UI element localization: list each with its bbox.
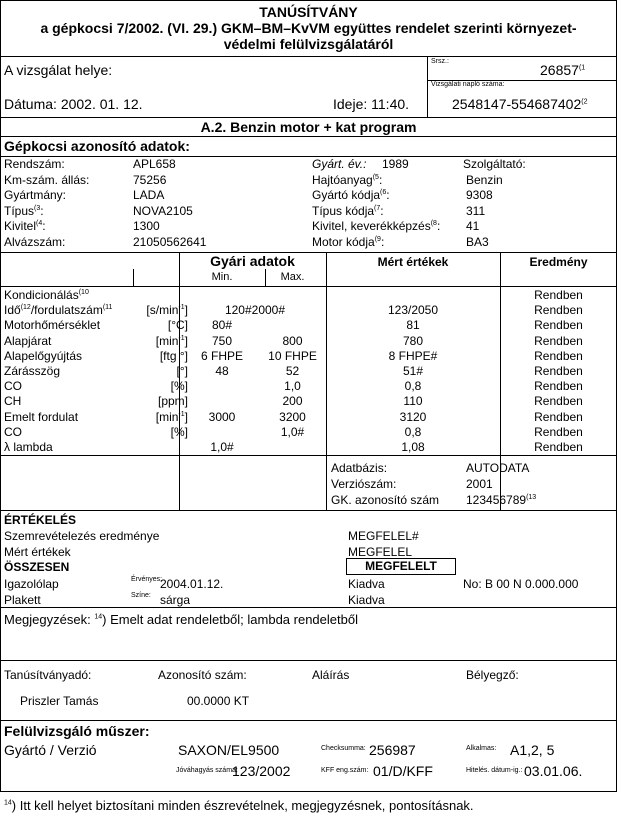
result-value: Rendben — [534, 409, 583, 424]
measurement-label: Alapelőgyújtás — [4, 348, 83, 363]
result-value: Rendben — [534, 364, 583, 378]
measurement-label: λ lambda — [4, 440, 53, 454]
measurement-unit: [%] — [170, 424, 188, 439]
plate-label: Plakett — [4, 593, 41, 607]
document-subtitle-line2: védelmi felülvizsgálatáról — [223, 36, 394, 52]
exam-place-label: A vizsgálat helye: — [4, 62, 113, 78]
divider — [0, 56, 617, 57]
measured-value: 3120 — [399, 409, 427, 424]
vehicle-field-label: Alvázszám: — [4, 234, 66, 249]
result-value: Rendben — [534, 333, 583, 348]
result-value: Rendben — [534, 440, 583, 454]
vehicle-field-value: 1989 — [382, 157, 409, 171]
summary-label: ÖSSZESEN — [4, 560, 70, 574]
vehicle-field-label: Rendszám: — [4, 157, 65, 171]
certificate-valid-small: Érvényes: — [131, 576, 163, 583]
measurement-label: CO — [4, 379, 22, 394]
divider — [0, 510, 617, 511]
vehicle-field-value: 311 — [466, 203, 486, 218]
certificate-label: Igazolólap — [4, 577, 59, 591]
program-title: A.2. Benzin motor + kat program — [200, 119, 417, 135]
instrument-title: Felülvizsgáló műszer: — [4, 723, 150, 739]
divider — [0, 660, 617, 661]
footnote: $^{14}$) Itt kell helyet biztosítani minden észrevételnek, megjegyzésnek, pontosításnak. — [4, 798, 474, 813]
measurement-unit: [°C] — [167, 318, 188, 333]
vehicle-field-label: Km-szám. állás: — [4, 172, 90, 187]
remarks: Megjegyzések: $^{14}$) Emelt adat rendeletből; lambda rendeletből — [4, 612, 358, 627]
divider — [0, 455, 617, 456]
vehicle-field-value: LADA — [133, 188, 165, 202]
measurement-unit: $[\min^{-1}]$ — [155, 409, 188, 424]
document-title: TANÚSÍTVÁNY — [259, 4, 358, 20]
checksum-label: Checksumma: — [321, 745, 366, 752]
exam-time: Ideje: 11:40. — [333, 96, 410, 112]
measurement-label: Emelt fordulat — [4, 409, 79, 424]
id-number-value: 00.0000 KT — [187, 694, 250, 708]
measurement-label: Kondicionálás$^{(10}$ — [4, 288, 89, 302]
checksum-value: 256987 — [369, 742, 416, 758]
divider — [133, 269, 134, 286]
measurement-unit: [ftg °] — [159, 348, 188, 363]
measured-value: 1,08 — [401, 440, 425, 454]
certificate-valid-date: 2004.01.12. — [160, 577, 224, 591]
result-value: Rendben — [534, 288, 583, 302]
result-value: Rendben — [534, 303, 583, 318]
serial-label: Srsz.: — [431, 58, 449, 65]
divider — [0, 136, 617, 137]
plate-status: Kiadva — [348, 593, 385, 607]
factory-max-value: 800 — [282, 333, 303, 348]
evaluation-title: ÉRTÉKELÉS — [4, 513, 77, 527]
maker-label: Gyártó / Verzió — [4, 742, 97, 758]
issuer-name: Priszler Tamás — [20, 694, 99, 708]
vehicle-field-value: 41 — [466, 219, 480, 233]
factory-min-value: 1,0# — [210, 440, 234, 454]
gk-id-label: GK. azonosító szám — [331, 493, 440, 507]
version-value: 2001 — [466, 477, 493, 491]
factory-min-value: 80# — [211, 318, 233, 333]
id-number-label: Azonosító szám: — [158, 668, 247, 682]
calibration-label: Hitelés. dátum-ig.: — [466, 767, 523, 774]
measured-value: 0,8 — [404, 424, 422, 439]
measurement-label: Zárásszög — [4, 364, 61, 378]
divider — [0, 607, 617, 608]
measured-header: Mért értékek — [377, 255, 449, 269]
approval-value: 123/2002 — [232, 763, 291, 779]
measurement-unit: [°] — [176, 364, 188, 378]
vehicle-field-value: 75256 — [133, 172, 167, 187]
log-label: Vizsgálati napló száma: — [431, 81, 505, 88]
gk-id-value: 123456789$^{(13}$ — [466, 493, 537, 507]
signature-label: Aláírás — [312, 668, 350, 682]
visual-inspection-value: MEGFELEL# — [348, 529, 419, 543]
measurement-label: Idő$^{(12}$/fordulatszám$^{(11}$ — [4, 303, 113, 318]
factory-data-header: Gyári adatok — [210, 253, 295, 269]
exam-date: Dátuma: 2002. 01. 12. — [4, 96, 143, 112]
vehicle-field-value: NOVA2105 — [133, 203, 193, 218]
issuer-label: Tanúsítványadó: — [4, 668, 92, 682]
factory-min-value: 48 — [215, 364, 229, 378]
measurement-label: Alapjárat — [4, 333, 52, 348]
certificate-status: Kiadva — [348, 577, 385, 591]
result-value: Rendben — [534, 424, 583, 439]
summary-result-box: MEGFELELT — [346, 558, 456, 575]
measured-value: 51# — [402, 364, 424, 378]
measured-value: 780 — [402, 333, 424, 348]
factory-min-value: 120#2000# — [224, 303, 286, 318]
factory-min-value: 6 FHPE — [200, 348, 243, 363]
maker-value: SAXON/EL9500 — [178, 742, 280, 758]
measured-value: 110 — [403, 394, 423, 409]
factory-max-value: 1,0# — [280, 424, 305, 439]
kff-label: KFF eng.szám: — [321, 767, 369, 774]
kff-value: 01/D/KFF — [373, 763, 433, 779]
certificate-number: No: B 00 N 0.000.000 — [463, 577, 579, 591]
result-value: Rendben — [534, 379, 583, 394]
vehicle-section-title: Gépkocsi azonosító adatok: — [4, 138, 190, 154]
factory-max-value: 200 — [282, 394, 303, 409]
vehicle-field-label: Gyártmány: — [4, 188, 67, 202]
document-subtitle-line1: a gépkocsi 7/2002. (VI. 29.) GKM–BM–KvVM együttes rendelet szerinti környezet- — [40, 20, 577, 36]
database-value: AUTODATA — [466, 461, 530, 475]
vehicle-field-value: 1300 — [133, 219, 160, 233]
vehicle-field-value: Benzin — [466, 172, 503, 187]
vehicle-field-label: Kivitel$^{(4}$: — [4, 219, 46, 233]
vehicle-field-value: 21050562641 — [133, 234, 207, 249]
factory-max-value: 1,0 — [284, 379, 301, 394]
vehicle-field-value: 9308 — [466, 188, 493, 202]
measured-value: 8 FHPE# — [388, 348, 438, 363]
result-value: Rendben — [534, 348, 583, 363]
stamp-label: Bélyegző: — [466, 668, 519, 682]
measured-value: 81 — [406, 318, 420, 333]
measurement-label: CH — [4, 394, 22, 409]
measurement-unit: $[\min^{-1}]$ — [155, 333, 188, 348]
vehicle-field-value: APL658 — [133, 157, 176, 171]
min-header: Min. — [211, 271, 233, 283]
measurement-label: Motorhőmérséklet — [4, 318, 101, 333]
divider — [427, 56, 428, 117]
database-label: Adatbázis: — [331, 461, 388, 475]
max-header: Max. — [280, 271, 305, 283]
divider — [0, 286, 617, 287]
measurement-label: CO — [4, 424, 22, 439]
calibration-value: 03.01.06. — [524, 763, 583, 779]
vehicle-field-label: Kivitel, keverékképzés$^{(8}$: — [312, 219, 441, 233]
vehicle-field-label: Típus$^{(3}$: — [4, 203, 44, 218]
vehicle-field-label: Gyártó kódja$^{(6}$: — [312, 188, 390, 202]
measurement-unit: [%] — [170, 379, 188, 394]
plate-color: sárga — [160, 593, 191, 607]
result-value: Rendben — [534, 394, 583, 409]
measured-value: 0,8 — [404, 379, 422, 394]
suitable-label: Alkalmas: — [466, 745, 497, 752]
log-value: 2548147-554687402$^{(2}$ — [452, 96, 588, 112]
factory-max-value: 3200 — [279, 409, 306, 424]
measurement-unit: $[s/\min^{-1}]$ — [146, 303, 188, 318]
suitable-value: A1,2, 5 — [510, 742, 555, 758]
visual-inspection-label: Szemrevételezés eredménye — [4, 529, 160, 543]
divider — [0, 117, 617, 118]
factory-max-value: 10 FHPE — [268, 348, 317, 363]
divider — [0, 720, 617, 721]
measured-value: 123/2050 — [387, 303, 439, 318]
vehicle-field-label: Típus kódja$^{(7}$: — [312, 203, 384, 218]
measurement-unit: [ppm] — [157, 394, 188, 409]
version-label: Verziószám: — [331, 477, 397, 491]
vehicle-field-label: Hajtóanyag$^{(5}$: — [312, 172, 383, 187]
approval-label: Jóváhagyás száma: — [176, 767, 238, 774]
serial-value: 26857$^{(1}$ — [540, 62, 586, 78]
plate-color-small: Színe: — [131, 592, 151, 599]
vehicle-field-label: Motor kódja$^{(9}$: — [312, 234, 385, 249]
vehicle-field-label: Szolgáltató: — [463, 157, 526, 171]
factory-min-value: 750 — [211, 333, 233, 348]
result-value: Rendben — [534, 318, 583, 333]
factory-min-value: 3000 — [208, 409, 236, 424]
vehicle-field-value: BA3 — [466, 234, 489, 249]
measured-values-value: MEGFELEL — [348, 545, 413, 559]
measured-values-label: Mért értékek — [4, 545, 71, 559]
factory-max-value: 52 — [285, 364, 300, 378]
result-header: Eredmény — [529, 255, 588, 269]
vehicle-field-label: Gyárt. év.: — [312, 157, 367, 171]
